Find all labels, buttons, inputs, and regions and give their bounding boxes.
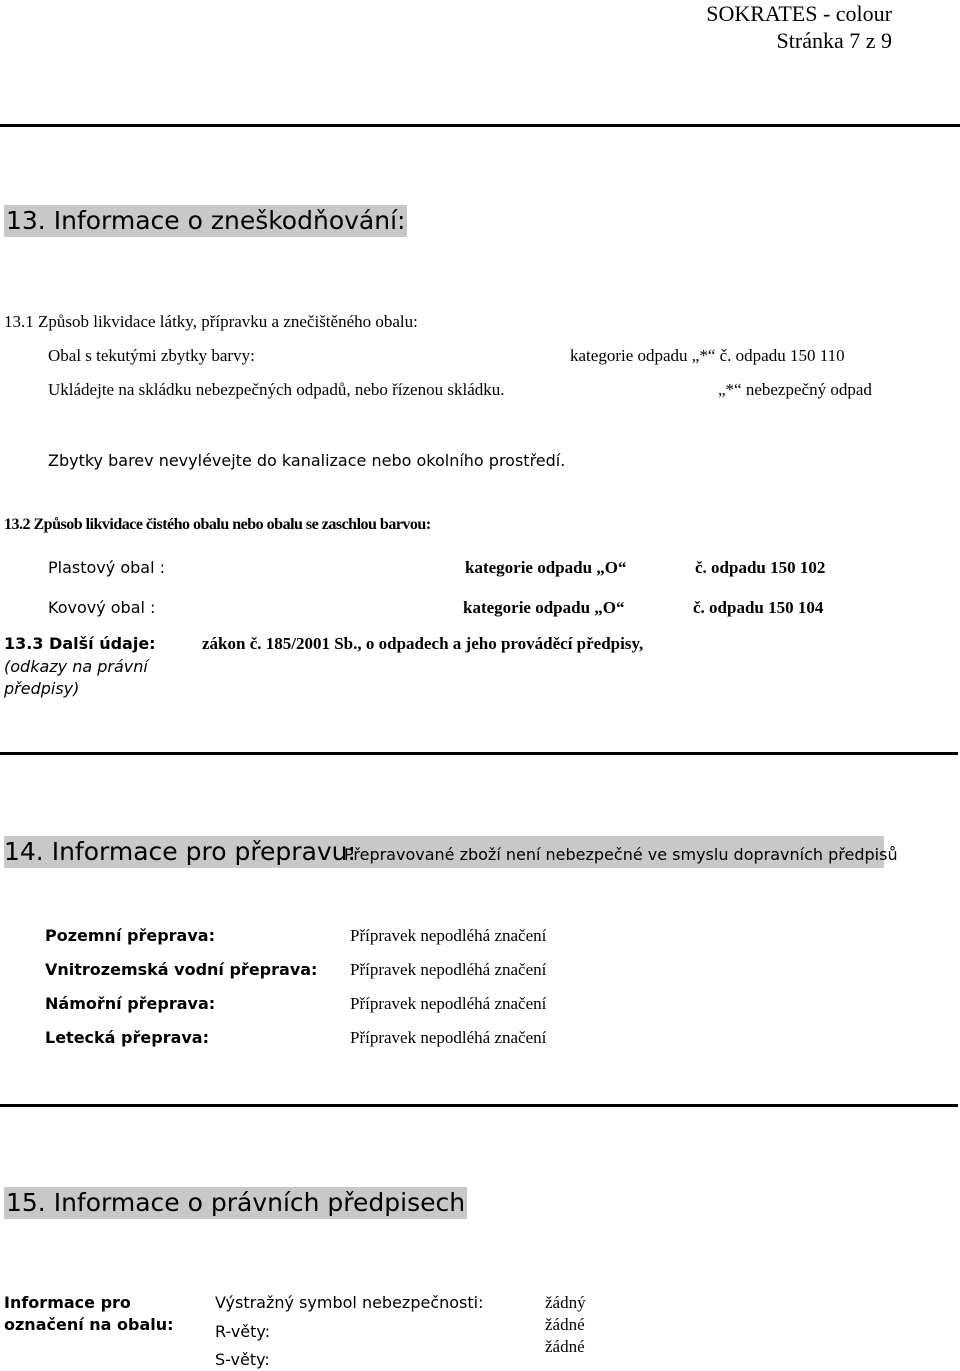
section-13-3-note-line2: předpisy)	[4, 679, 80, 698]
hazard-note: „*“ nebezpečný odpad	[718, 380, 872, 399]
section-13-3-note-line1: (odkazy na právní	[4, 657, 148, 676]
transport-label-sea: Námořní přeprava:	[45, 994, 216, 1013]
packaging-label-line1: Informace pro	[4, 1293, 131, 1312]
section-15-title: 15. Informace o právních předpisech	[6, 1188, 466, 1217]
section-13-divider	[0, 752, 958, 755]
transport-value-road: Přípravek nepodléhá značení	[350, 926, 547, 945]
waste-row-code: kategorie odpadu „*“ č. odpadu 150 110	[570, 346, 845, 365]
hazard-symbol-value: žádný	[545, 1293, 586, 1312]
section-14-title-bar	[4, 836, 898, 868]
page-number: Stránka 7 z 9	[776, 28, 892, 53]
r-phrases-label: R-věty:	[215, 1322, 271, 1341]
hazard-symbol-label: Výstražný symbol nebezpečnosti:	[215, 1293, 484, 1312]
s-phrases-label: S-věty:	[215, 1350, 270, 1369]
section-14-divider	[0, 1104, 958, 1107]
r-phrases-value: žádné	[545, 1315, 585, 1334]
section-13-1-title: 13.1 Způsob likvidace látky, přípravku a znečištěného obalu:	[4, 312, 418, 331]
transport-label-road: Pozemní přeprava:	[45, 926, 215, 945]
transport-label-inland-water: Vnitrozemská vodní přeprava:	[45, 960, 318, 979]
plastic-packaging-label: Plastový obal :	[48, 558, 165, 577]
metal-packaging-code: č. odpadu 150 104	[693, 598, 824, 617]
metal-packaging-label: Kovový obal :	[48, 598, 156, 617]
transport-value-air: Přípravek nepodléhá značení	[350, 1028, 547, 1047]
landfill-instruction: Ukládejte na skládku nebezpečných odpadů, nebo řízenou skládku.	[48, 380, 505, 399]
plastic-packaging-category: kategorie odpadu „O“	[465, 558, 627, 577]
transport-value-inland-water: Přípravek nepodléhá značení	[350, 960, 547, 979]
header-divider	[0, 124, 960, 127]
legal-reference: zákon č. 185/2001 Sb., o odpadech a jeho prováděcí předpisy,	[202, 634, 644, 653]
s-phrases-value: žádné	[545, 1337, 585, 1356]
section-14-title: 14. Informace pro přepravu:	[4, 837, 356, 866]
section-13-2-title: 13.2 Způsob likvidace čistého obalu nebo obalu se zaschlou barvou:	[4, 516, 431, 533]
section-14-subtitle: Přepravované zboží není nebezpečné ve smyslu dopravních předpisů	[344, 845, 898, 864]
transport-label-air: Letecká přeprava:	[45, 1028, 209, 1047]
disposal-warning: Zbytky barev nevylévejte do kanalizace nebo okolního prostředí.	[48, 451, 566, 470]
waste-row-label: Obal s tekutými zbytky barvy:	[48, 346, 255, 365]
section-13-title: 13. Informace o zneškodňování:	[6, 206, 406, 235]
plastic-packaging-code: č. odpadu 150 102	[695, 558, 826, 577]
section-13-3-title: 13.3 Další údaje:	[4, 634, 156, 653]
metal-packaging-category: kategorie odpadu „O“	[463, 598, 625, 617]
document-product-name: SOKRATES - colour	[706, 1, 892, 26]
transport-value-sea: Přípravek nepodléhá značení	[350, 994, 547, 1013]
packaging-label-line2: označení na obalu:	[4, 1315, 174, 1334]
